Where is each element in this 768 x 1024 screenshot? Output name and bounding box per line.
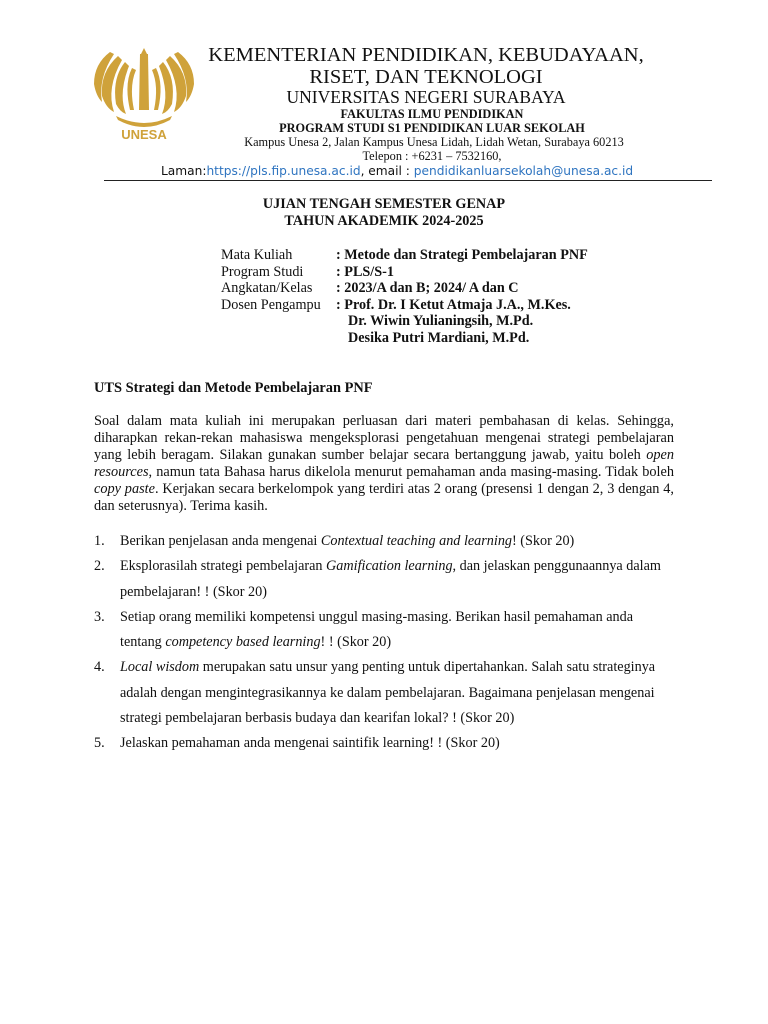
section-title: UTS Strategi dan Metode Pembelajaran PNF	[94, 380, 373, 396]
q2-text-b: , dan jelaskan penggunaannya dalam pembelajaran! ! (Skor 20)	[120, 558, 661, 600]
intro-italic-1: open resources	[94, 447, 674, 480]
lecturer-1: : Prof. Dr. I Ketut Atmaja J.A., M.Kes.	[336, 296, 571, 313]
lecturer-2: Dr. Wiwin Yulianingsih, M.Pd.	[348, 313, 534, 329]
address: Kampus Unesa 2, Jalan Kampus Unesa Lidah, Lidah Wetan, Surabaya 60213	[244, 135, 624, 149]
unesa-logo	[94, 44, 194, 142]
question-text	[120, 605, 674, 656]
program-label: Program Studi	[221, 263, 304, 280]
course-info	[221, 247, 588, 346]
intro-text-3: . Kerjakan secara berkelompok yang terdiri atas 2 orang (presensi 1 dengan 2, 3 dengan 4, dan seterusnya). Terima kasih.	[94, 481, 675, 514]
question-item	[94, 529, 674, 554]
course-value: : Metode dan Strategi Pembelajaran PNF	[336, 247, 588, 263]
ministry-line-1: KEMENTERIAN PENDIDIKAN, KEBUDAYAAN,	[208, 44, 644, 66]
q1-text-b: ! (Skor 20)	[512, 533, 575, 549]
logo-text: UNESA	[121, 127, 167, 142]
lecturer-label: Dosen Pengampu	[221, 296, 321, 313]
ministry-line-2: RISET, DAN TEKNOLOGI	[309, 66, 543, 88]
q2-italic: Gamification learning	[326, 558, 453, 575]
info-row-lecturer	[221, 297, 588, 314]
web-label: Laman:	[161, 164, 207, 178]
program-value: : PLS/S-1	[336, 263, 394, 280]
contact-line	[161, 163, 633, 179]
exam-title-line-2: TAHUN AKADEMIK 2024-2025	[284, 213, 484, 229]
question-item	[94, 554, 674, 605]
phone: Telepon : +6231 – 7532160,	[362, 149, 502, 163]
university-name: UNIVERSITAS NEGERI SURABAYA	[286, 87, 566, 107]
question-item	[94, 731, 674, 756]
q3-text-a: Setiap orang memiliki kompetensi unggul masing-masing. Berikan hasil pemahaman anda tentang	[120, 608, 634, 651]
question-item	[94, 605, 674, 656]
website-link[interactable]: https://pls.fip.unesa.ac.id	[206, 164, 361, 178]
ministry-name	[200, 44, 652, 88]
question-item	[94, 655, 674, 731]
q1-text-a: Berikan penjelasan anda mengenai	[120, 533, 321, 549]
exam-title	[180, 196, 588, 230]
header-divider	[104, 180, 712, 181]
q3-italic: competency based learning	[165, 634, 321, 651]
info-row-class	[221, 280, 588, 297]
question-text	[120, 655, 674, 731]
intro-paragraph	[94, 413, 674, 515]
exam-title-line-1: UJIAN TENGAH SEMESTER GENAP	[262, 196, 506, 212]
program-name: PROGRAM STUDI S1 PENDIDIKAN LUAR SEKOLAH	[279, 121, 585, 135]
info-row-program	[221, 264, 588, 281]
course-label: Mata Kuliah	[221, 247, 293, 263]
q4-text-b: merupakan satu unsur yang penting untuk dipertahankan. Salah satu strateginya adalah dengan mengintegrasikannya ke dalam pembelajaran. Bagaimana penjelasan mengenai strategi pembelajaran berbasis budaya dan kearifan lokal? ! (Skor 20)	[120, 659, 656, 727]
question-text	[120, 554, 674, 605]
intro-italic-2: copy paste	[94, 481, 155, 497]
intro-text-1: Soal dalam mata kuliah ini merupakan perluasan dari materi pembahasan di kelas. Sehingga, diharapkan rekan-rekan mahasiswa mengeksplorasi pengetahuan mengenai strategi pembelajaran yang lebih beragam. Silakan gunakan sumber belajar secara bertanggung jawab, yaitu boleh	[94, 413, 674, 463]
question-text: Jelaskan pemahaman anda mengenai saintifik learning! ! (Skor 20)	[120, 735, 500, 752]
class-value: : 2023/A dan B; 2024/ A dan C	[336, 280, 519, 296]
question-number: 4.	[94, 659, 105, 676]
class-label: Angkatan/Kelas	[221, 280, 313, 296]
q4-italic: Local wisdom	[120, 659, 200, 676]
faculty-name: FAKULTAS ILMU PENDIDIKAN	[340, 107, 524, 121]
question-list	[94, 529, 674, 757]
question-text	[120, 529, 674, 554]
email-link[interactable]: pendidikanluarsekolah@unesa.ac.id	[413, 164, 634, 178]
question-number: 3.	[94, 608, 105, 625]
question-number: 5.	[94, 735, 105, 752]
q1-italic: Contextual teaching and learning	[320, 533, 513, 549]
email-label: , email :	[360, 164, 414, 178]
q2-text-a: Eksplorasilah strategi pembelajaran	[120, 558, 327, 575]
question-number: 1.	[94, 533, 105, 549]
info-row-course	[221, 247, 588, 264]
lecturer-3: Desika Putri Mardiani, M.Pd.	[348, 329, 530, 346]
q3-text-b: ! ! (Skor 20)	[320, 634, 392, 651]
intro-text-2: , namun tata Bahasa harus dikelola menurut pemahaman anda masing-masing. Tidak boleh	[148, 464, 674, 480]
question-number: 2.	[94, 558, 105, 575]
